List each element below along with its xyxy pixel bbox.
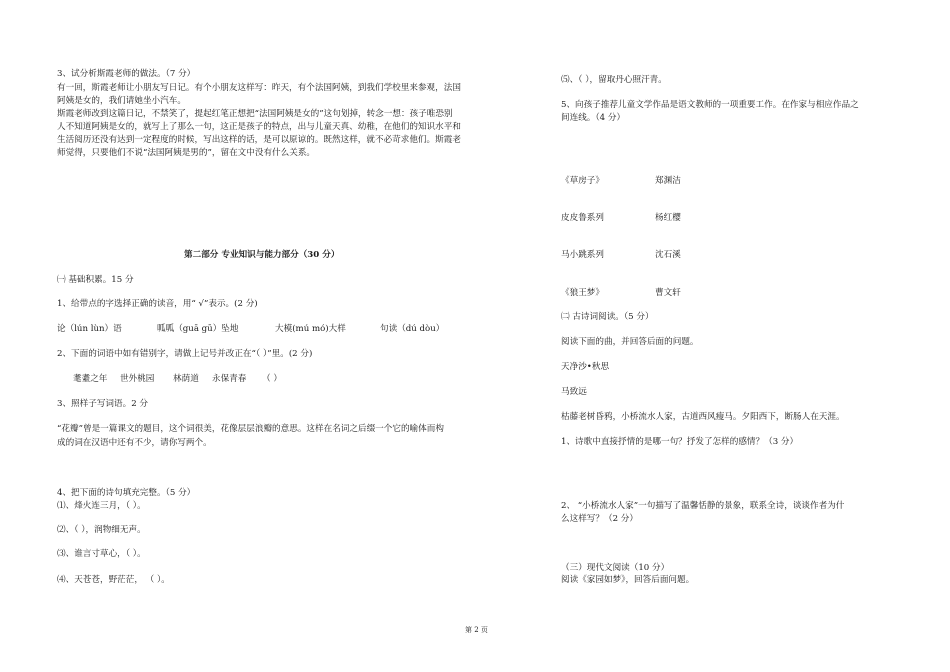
work-title: 马小跳系列 <box>561 250 604 260</box>
poem-fill-item: ⑵、（ ），润物细无声。 <box>57 525 146 535</box>
question-4: 4、把下面的诗句填充完整。（5 分） <box>57 488 196 498</box>
pinyin-item: 论（lún lùn）语 <box>57 324 122 334</box>
poem-question-1: 1、诗歌中直接抒情的是哪一句？抒发了怎样的感情？（3 分） <box>561 437 799 447</box>
poem-fill-item: ⑷、天苍苍，野茫茫， （ ）。 <box>57 575 170 585</box>
passage-line: 阿姨是女的，我们请她坐小汽车。 <box>57 96 186 106</box>
page-number: 第 2 页 <box>465 626 488 634</box>
passage-line: 人不知道阿姨是女的，就写上了那么一句，这正是孩子的特点，出与儿童天真、幼稚，在他们的知识水平和 <box>57 122 461 132</box>
reading-prompt: 阅读下面的曲，并回答后面的问题。 <box>561 337 699 347</box>
passage-line: “花瓣”曾是一篇课文的题目，这个词很美，花像层层浪瓣的意思。这样在名词之后缀一个它的喻体而构 <box>57 424 444 434</box>
reading-prompt: 阅读《家园如梦》，回答后面问题。 <box>561 575 695 585</box>
section-3-heading: （三）现代文阅读（10 分） <box>561 563 670 573</box>
question-5: 5、向孩子推荐儿童文学作品是语文教师的一项重要工作。在作家与相应作品之 <box>561 100 859 110</box>
word-item: 永保青春 <box>212 374 247 384</box>
word-item: 耄耋之年 <box>73 374 108 384</box>
pinyin-item: 呱呱（guā gū）坠地 <box>157 324 239 334</box>
question-3b: 3、照样子写词语。2 分 <box>57 399 149 409</box>
pinyin-item: 大模(mú mó)大样 <box>275 324 346 334</box>
work-title: 皮皮鲁系列 <box>561 213 604 223</box>
author-name: 郑渊洁 <box>655 176 681 186</box>
part-2-heading: 第二部分 专业知识与能力部分（30 分） <box>184 250 340 260</box>
question-3-title: 3、试分析斯霞老师的做法。（7 分） <box>57 69 196 79</box>
poem-fill-item: ⑶、谁言寸草心，（ ）。 <box>57 549 146 559</box>
poem-question-2: 2、 “小桥流水人家”一句描写了温馨恬静的景象，联系全诗，谈谈作者为什 <box>561 501 845 511</box>
passage-line: 斯霞老师改到这篇日记，不禁笑了，提起红笔正想把“法国阿姨是女的”这句划掉，转念一想：孩子唯恐别 <box>57 109 453 119</box>
author-name: 沈石溪 <box>655 250 681 260</box>
passage-line: 生活阅历还没有达到一定程度的时候，写出这样的话，是可以原谅的。既然这样，就不必苛求他们。斯霞老 <box>57 135 461 145</box>
passage-line: 有一回，斯霞老师让小朋友写日记。有个小朋友这样写：昨天，有个法国阿姨，到我们学校里来参观，法国 <box>57 83 461 93</box>
poem-author: 马致远 <box>561 387 587 397</box>
poem-question-2: 么这样写？（2 分） <box>561 514 638 524</box>
pinyin-item: 句读（dú dòu） <box>380 324 445 334</box>
passage-line: 成的词在汉语中还有不少，请你写两个。 <box>57 438 212 448</box>
poem-title: 天净沙•秋思 <box>561 362 610 372</box>
answer-blank: （ ） <box>262 374 282 384</box>
author-name: 曹文轩 <box>655 288 681 298</box>
author-name: 杨红樱 <box>655 213 681 223</box>
question-2: 2、下面的词语中如有错别字，请做上记号并改正在“（ ）”里。(2 分) <box>57 349 313 359</box>
question-5: 间连线。（4 分） <box>561 113 626 123</box>
question-1: 1、给带点的字选择正确的读音，用“ √”表示。(2 分) <box>57 299 258 309</box>
section-2-heading: ㈡ 古诗词阅读。（5 分） <box>561 312 654 322</box>
section-1-heading: ㈠ 基础积累。15 分 <box>57 275 134 285</box>
poem-fill-item: ⑴、烽火连三月，（ ）。 <box>57 501 146 511</box>
poem-fill-item: ⑸、（ ），留取丹心照汗青。 <box>561 75 667 85</box>
passage-line: 师觉得，只要他们不说“法国阿姨是男的”，留在文中没有什么关系。 <box>57 148 316 158</box>
word-item: 世外桃园 <box>120 374 155 384</box>
work-title: 《狼王梦》 <box>561 288 604 298</box>
work-title: 《草房子》 <box>561 176 604 186</box>
word-item: 林荫道 <box>173 374 199 384</box>
poem-text: 枯藤老树昏鸦，小桥流水人家，古道西风瘦马。夕阳西下，断肠人在天涯。 <box>561 412 845 422</box>
